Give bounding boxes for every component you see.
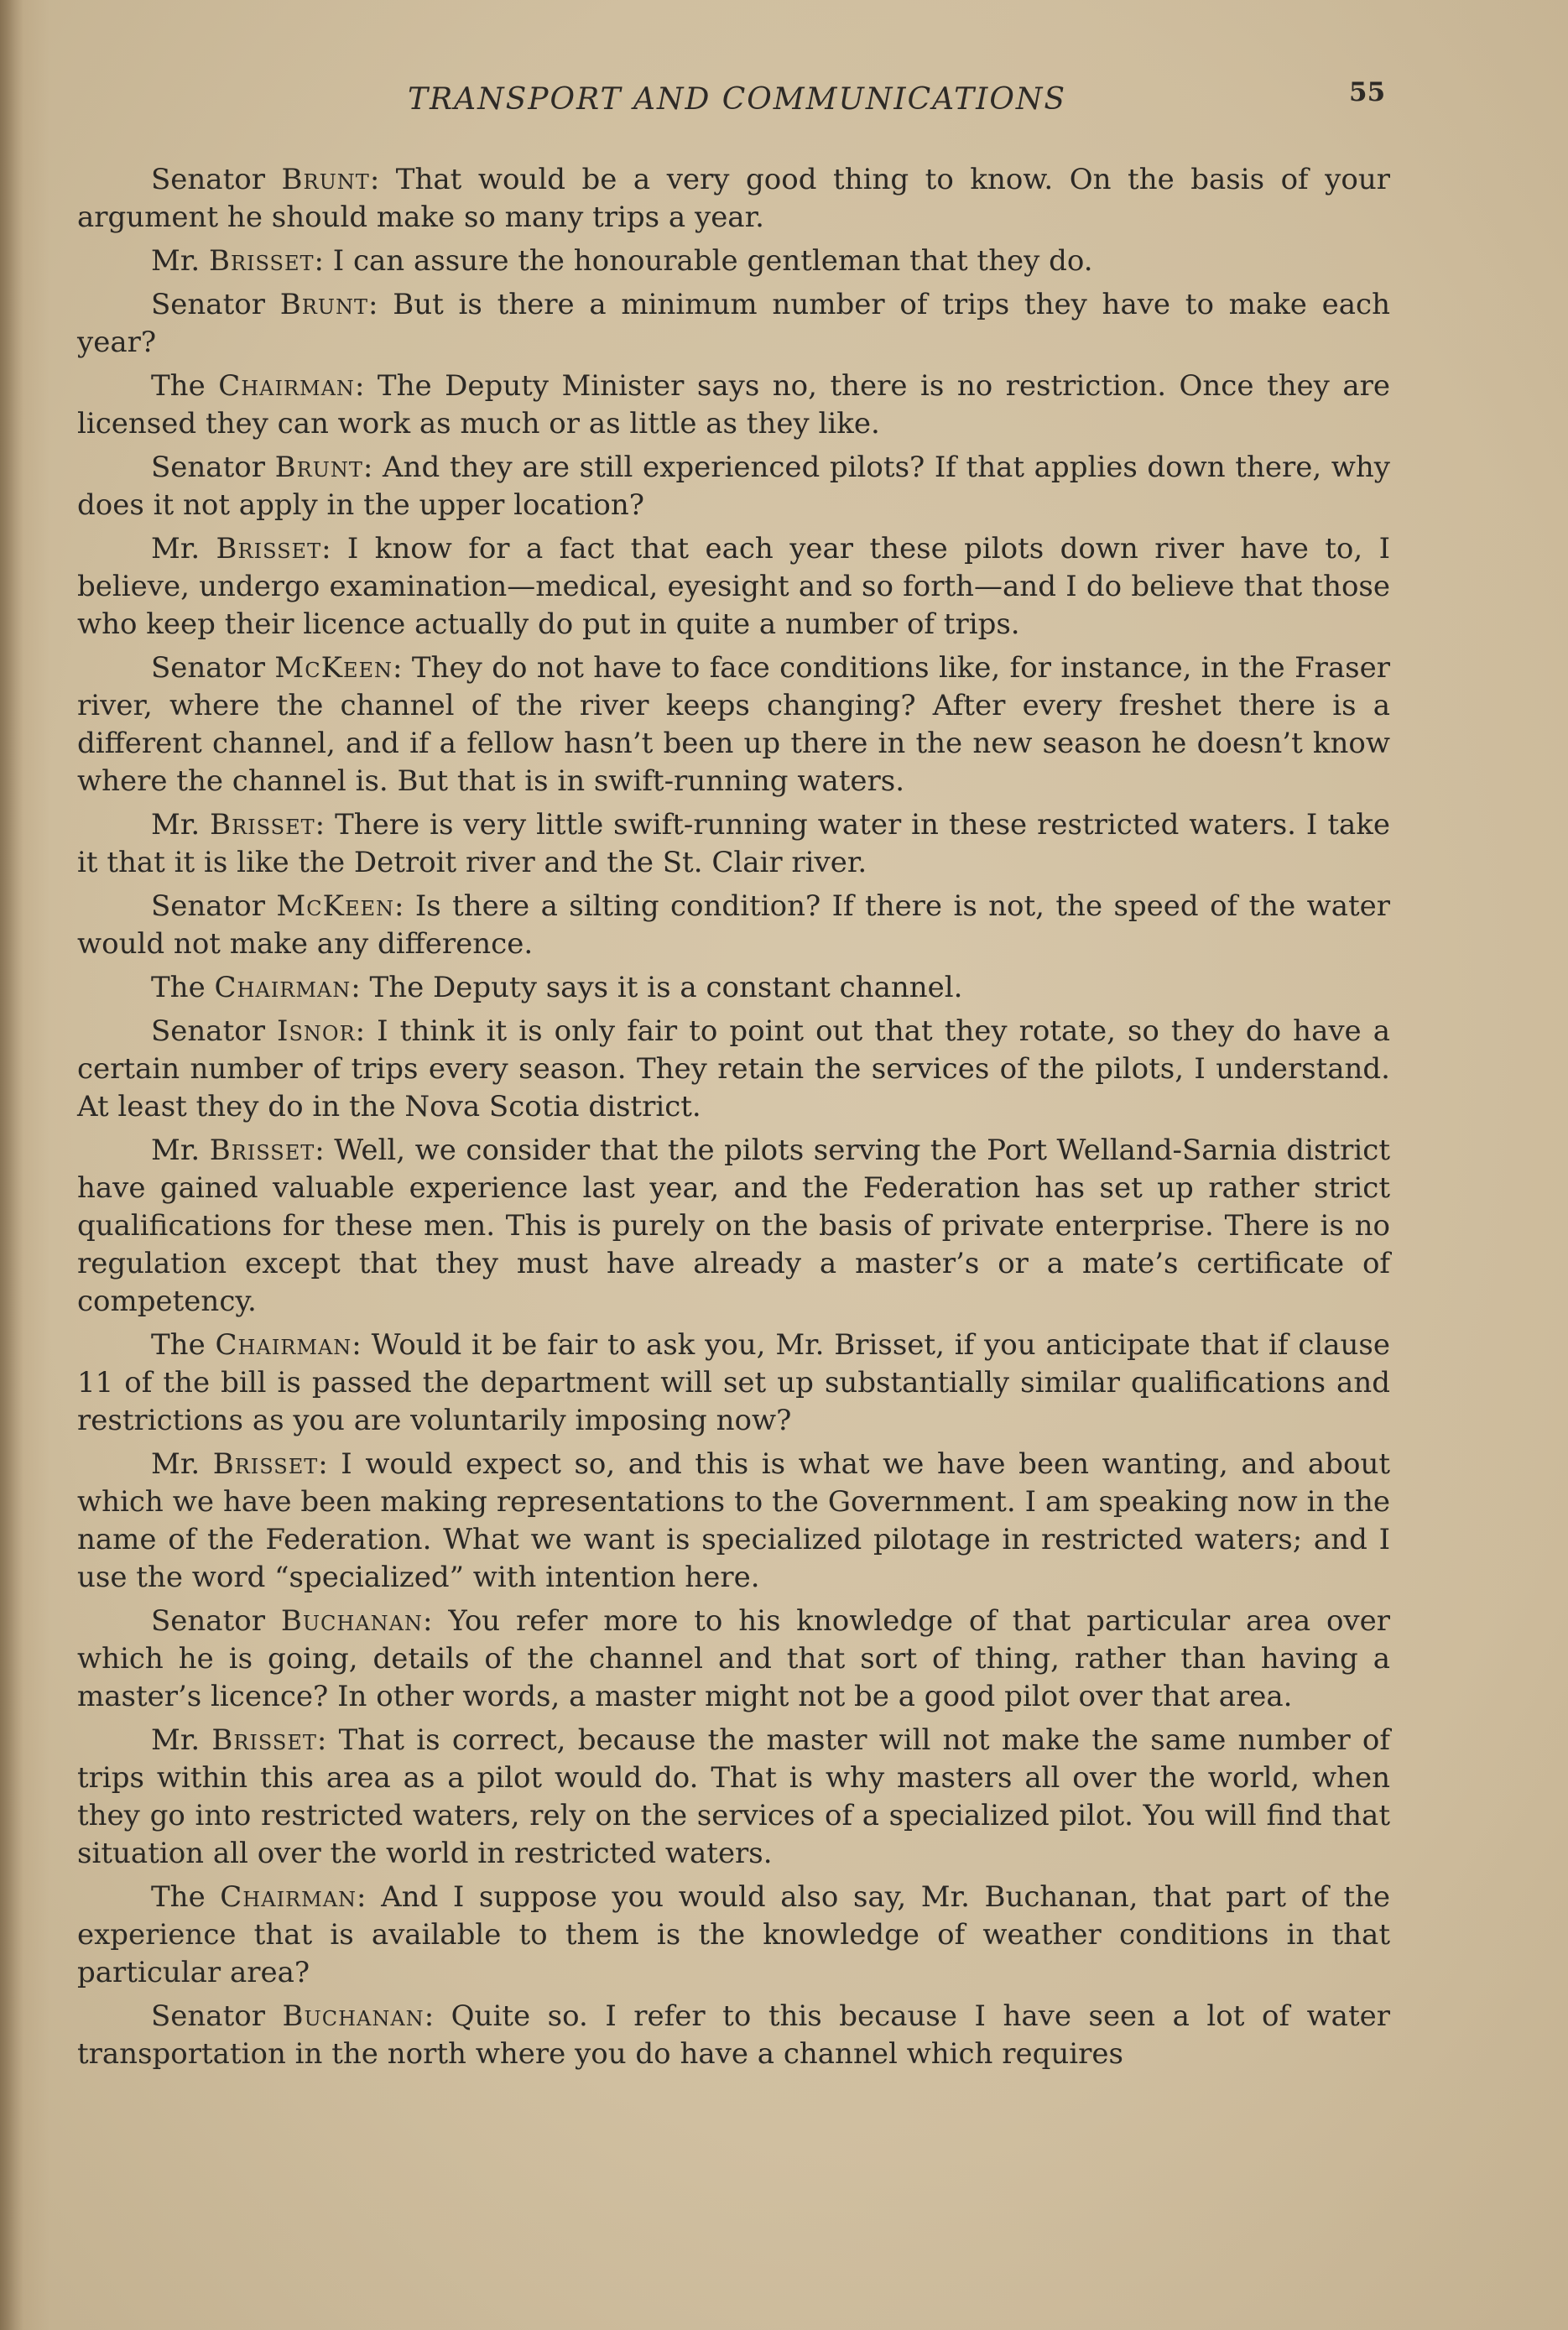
speaker-title: Mr. xyxy=(151,244,201,278)
transcript-paragraph xyxy=(77,1722,1390,1873)
speaker-name: Brunt xyxy=(281,163,370,196)
speaker-title: Mr. xyxy=(151,808,201,842)
speaker-name: Chairman xyxy=(218,369,355,403)
speech-text: : Would it be fair to ask you, Mr. Brisset, if you anticipate that if clause 11 of the bill is passed the department will set up substantially similar qualifications and restrictions as you are voluntarily imposing now? xyxy=(77,1328,1390,1437)
speaker-title: Senator xyxy=(151,1999,265,2033)
speaker-name: Chairman xyxy=(220,1880,357,1914)
speaker-title: Senator xyxy=(151,889,265,923)
transcript-paragraph xyxy=(77,449,1390,524)
speaker-title: Senator xyxy=(151,1604,265,1638)
speech-text: : I can assure the honourable gentleman that they do. xyxy=(314,244,1093,278)
speaker-title: Senator xyxy=(151,163,265,196)
speech-text: : There is very little swift-running water in these restricted waters. I take it that it is like the Detroit river and the St. Clair river. xyxy=(77,808,1390,879)
speaker-title: Senator xyxy=(151,451,265,484)
speaker-title: The xyxy=(151,971,206,1004)
speaker-title: Mr. xyxy=(151,532,201,566)
speech-text: : Is there a silting condition? If there is not, the speed of the water would not make any difference. xyxy=(77,889,1391,961)
speaker-name: Brunt xyxy=(279,288,369,321)
speech-text: : I know for a fact that each year these pilots down river have to, I believe, undergo examination—medical, eyesight and so forth—and I do believe that those who keep their licence actually do put in quite a number of trips. xyxy=(77,532,1390,641)
speech-text: : And I suppose you would also say, Mr. Buchanan, that part of the experience that is available to them is the knowledge of weather conditions in that particular area? xyxy=(77,1880,1390,1989)
transcript-paragraph xyxy=(77,1327,1390,1440)
speaker-name: Brunt xyxy=(274,451,363,484)
speaker-title: The xyxy=(151,369,206,403)
transcript-paragraph xyxy=(77,367,1390,443)
speech-text: : That is correct, because the master will not make the same number of trips within this area as a pilot would do. That is why masters all over the world, when they go into restricted waters, rely on the services of a specialized pilot. You will find that situation all over the world in restricted waters. xyxy=(77,1723,1390,1870)
speech-text: : The Deputy says it is a constant channel. xyxy=(351,971,963,1004)
speech-text: : I would expect so, and this is what we have been wanting, and about which we have been making representations to the Government. I am speaking now in the name of the Federation. What we want is specialized pilotage in restricted waters; and I use the word “specialized” with intention here. xyxy=(77,1447,1391,1594)
speech-text: : The Deputy Minister says no, there is no restriction. Once they are licensed they can work as much or as little as they like. xyxy=(77,369,1390,440)
speech-text: : You refer more to his knowledge of that particular area over which he is going, details of the channel and that sort of thing, rather than having a master’s licence? In other words, a master might not be a good pilot over that area. xyxy=(77,1604,1391,1713)
speaker-name: Brisset xyxy=(216,532,322,566)
transcript-paragraph xyxy=(77,1446,1390,1597)
transcript-paragraph xyxy=(77,161,1390,237)
speaker-title: Mr. xyxy=(151,1447,201,1481)
transcript-body xyxy=(77,161,1390,2079)
page-number: 55 xyxy=(1349,77,1386,107)
transcript-paragraph xyxy=(77,530,1390,644)
speech-text: : Quite so. I refer to this because I have seen a lot of water transportation in the north where you do have a channel which requires xyxy=(77,1999,1390,2071)
speaker-name: Isnor xyxy=(277,1014,356,1048)
speech-text: : They do not have to face conditions like, for instance, in the Fraser river, where the channel of the river keeps changing? After every freshet there is a different channel, and if a fellow hasn’t been up there in the new season he doesn’t know where the channel is. But that is in swift-running waters. xyxy=(77,651,1391,798)
transcript-paragraph xyxy=(77,1013,1390,1126)
speaker-name: Brisset xyxy=(208,244,315,278)
binding-shadow xyxy=(0,0,23,2330)
speaker-name: McKeen xyxy=(274,651,393,685)
transcript-paragraph xyxy=(77,286,1390,362)
speaker-title: The xyxy=(151,1328,206,1362)
speaker-name: Brisset xyxy=(211,1723,317,1757)
transcript-paragraph xyxy=(77,242,1390,280)
speaker-title: Mr. xyxy=(151,1723,201,1757)
speaker-name: Brisset xyxy=(209,1134,315,1167)
speaker-name: Brisset xyxy=(212,1447,319,1481)
speaker-name: Buchanan xyxy=(282,1999,425,2033)
transcript-paragraph xyxy=(77,806,1390,882)
transcript-paragraph xyxy=(77,888,1390,963)
speaker-name: Buchanan xyxy=(280,1604,424,1638)
transcript-paragraph xyxy=(77,969,1390,1007)
speaker-name: Chairman xyxy=(214,971,352,1004)
speech-text: : Well, we consider that the pilots serving the Port Welland-Sarnia district have gained valuable experience last year, and the Federation has set up rather strict qualifications for these men. This is purely on the basis of private enterprise. There is no regulation except that they must have already a master’s or a mate’s certificate of competency. xyxy=(77,1134,1391,1318)
transcript-paragraph xyxy=(77,1132,1390,1321)
speech-text: : That would be a very good thing to know. On the basis of your argument he should make so many trips a year. xyxy=(77,163,1391,234)
speaker-name: Chairman xyxy=(215,1328,352,1362)
transcript-paragraph xyxy=(77,1879,1390,1992)
transcript-paragraph xyxy=(77,1603,1390,1716)
running-title: TRANSPORT AND COMMUNICATIONS xyxy=(408,82,1067,117)
speaker-title: Mr. xyxy=(151,1134,201,1167)
speech-text: : And they are still experienced pilots? If that applies down there, why does it not apply in the upper location? xyxy=(77,451,1390,522)
speaker-title: Senator xyxy=(151,1014,265,1048)
speaker-title: Senator xyxy=(151,288,265,321)
speech-text: : I think it is only fair to point out that they rotate, so they do have a certain number of trips every season. They retain the services of the pilots, I understand. At least they do in the Nova Scotia district. xyxy=(77,1014,1390,1123)
speaker-name: Brisset xyxy=(210,808,315,842)
transcript-paragraph xyxy=(77,649,1390,800)
speaker-title: The xyxy=(151,1880,206,1914)
speaker-title: Senator xyxy=(151,651,265,685)
speech-text: : But is there a minimum number of trips they have to make each year? xyxy=(77,288,1390,359)
speaker-name: McKeen xyxy=(276,889,394,923)
transcript-paragraph xyxy=(77,1998,1390,2073)
